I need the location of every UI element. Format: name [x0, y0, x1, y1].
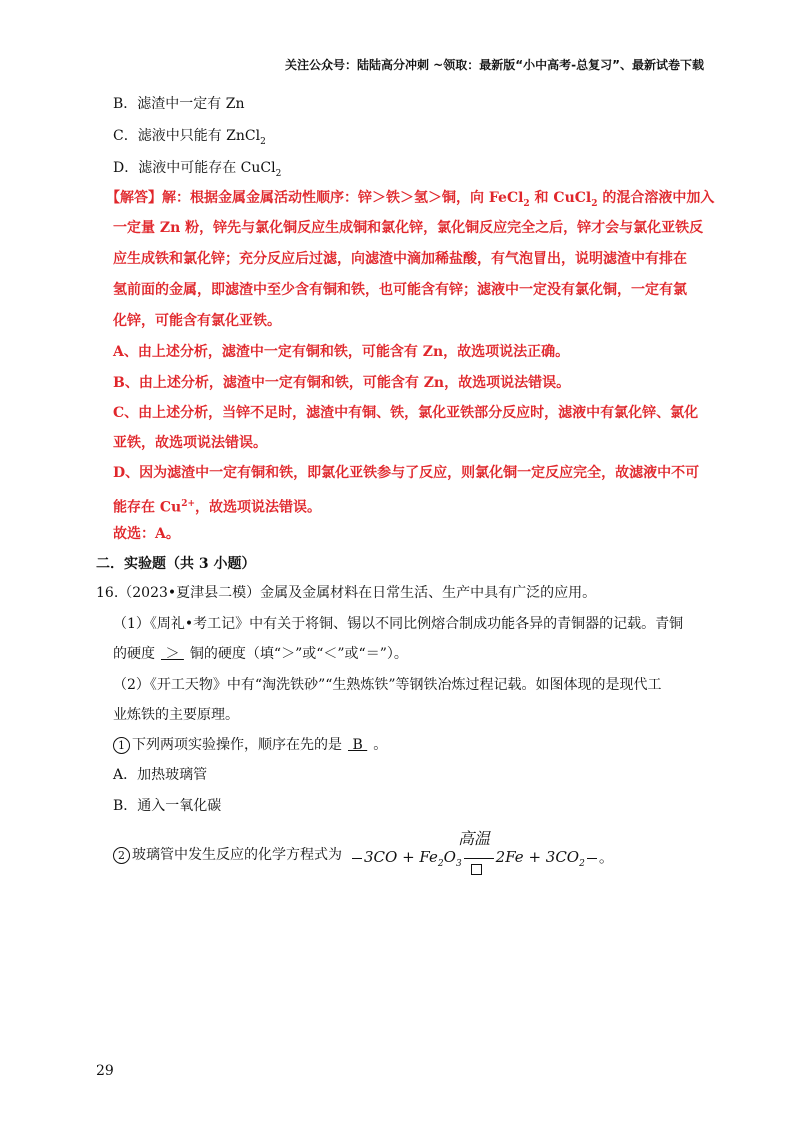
- q16-sub1: 1 下列两项实验操作，顺序在先的是 B 。: [113, 735, 387, 755]
- answer-line-5: 化锌，可能含有氯化亚铁。: [113, 313, 281, 329]
- answer-option-c-2: 亚铁，故选项说法错误。: [113, 435, 267, 451]
- answer-option-d-2: 能存在 $Cu^{2+}$，故选项说法错误。: [113, 499, 322, 516]
- answer-line-4: 氢前面的金属，即滤渣中至少含有铜和铁，也可能含有锌；滤液中一定没有氯化铜，一定有氯: [113, 282, 687, 298]
- answer-blank-2: B: [348, 737, 368, 753]
- reaction-condition: 高温: [458, 829, 491, 848]
- option-c: C．滤液中只能有 ZnCl$_2$: [113, 128, 266, 147]
- answer-option-a: A、由上述分析，滤渣中一定有铜和铁，可能含有 Zn，故选项说法正确。: [113, 344, 570, 360]
- section-title: 二．实验题（共 3 小题）: [96, 556, 256, 572]
- answer-option-d-1: D、因为滤渣中一定有铜和铁，即氯化亚铁参与了反应，则氯化铜一定反应完全，故滤液中不可: [113, 465, 700, 481]
- answer-line-2: 一定量 Zn 粉，锌先与氯化铜反应生成铜和氯化锌，氯化铜反应完全之后，锌才会与氯化亚铁反: [113, 220, 704, 236]
- answer-tag: 【解答】: [106, 190, 162, 206]
- answer-option-c-1: C、由上述分析，当锌不足时，滤渣中有铜、铁，氯化亚铁部分反应时，滤液中有氯化锌、氯化: [113, 405, 699, 421]
- page-number: 29: [96, 1063, 114, 1079]
- circled-number-2: 2: [113, 847, 130, 864]
- option-b: B．滤渣中一定有 Zn: [113, 96, 245, 112]
- chemical-equation: 高温 $3CO + Fe_2O_3$ $2Fe + 3CO_2$ 。: [350, 826, 610, 878]
- option-d: D．滤液中可能存在 CuCl$_2$: [113, 160, 282, 179]
- q16-part1-line1: （1）《周礼•考工记》中有关于将铜、锡以不同比例熔合制成功能各异的青铜器的记载。青铜: [113, 616, 684, 632]
- question-16-intro: 16.（2023•夏津县二模）金属及金属材料在日常生活、生产中具有广泛的应用。: [96, 585, 597, 601]
- q16-option-b: B．通入一氧化碳: [113, 798, 222, 814]
- q16-part2-line2: 业炼铁的主要原理。: [113, 707, 239, 723]
- q16-part1-line2: 的硬度 ＞ 铜的硬度（填“＞”或“＜”或“＝”）。: [113, 646, 408, 662]
- q16-option-a: A．加热玻璃管: [113, 767, 208, 783]
- placeholder-box-icon: [471, 864, 482, 875]
- q16-part2-line1: （2）《开工天物》中有“淘洗铁砂”“生熟炼铁”等钢铁冶炼过程记载。如图体现的是现代工: [113, 677, 662, 693]
- answer-choice: 故选：A。: [113, 526, 180, 542]
- header-note: 关注公众号：陆陆高分冲刺 ~领取：最新版“小中高考-总复习”、最新试卷下载: [285, 58, 704, 72]
- q16-sub2: 2 玻璃管中发生反应的化学方程式为: [113, 845, 342, 865]
- answer-blank-1: ＞: [161, 646, 184, 662]
- circled-number-1: 1: [113, 737, 130, 754]
- answer-option-b: B、由上述分析，滤渣中一定有铜和铁，可能含有 Zn，故选项说法错误。: [113, 375, 571, 391]
- answer-line-1: 【解答】解：根据金属金属活动性顺序：锌＞铁＞氢＞铜，向 FeCl$_2$ 和 CuCl$_2$ 的混合溶液中加入: [106, 190, 715, 209]
- answer-line-3: 应生成铁和氯化锌；充分反应后过滤，向滤渣中滴加稀盐酸，有气泡冒出，说明滤渣中有排在: [113, 251, 687, 267]
